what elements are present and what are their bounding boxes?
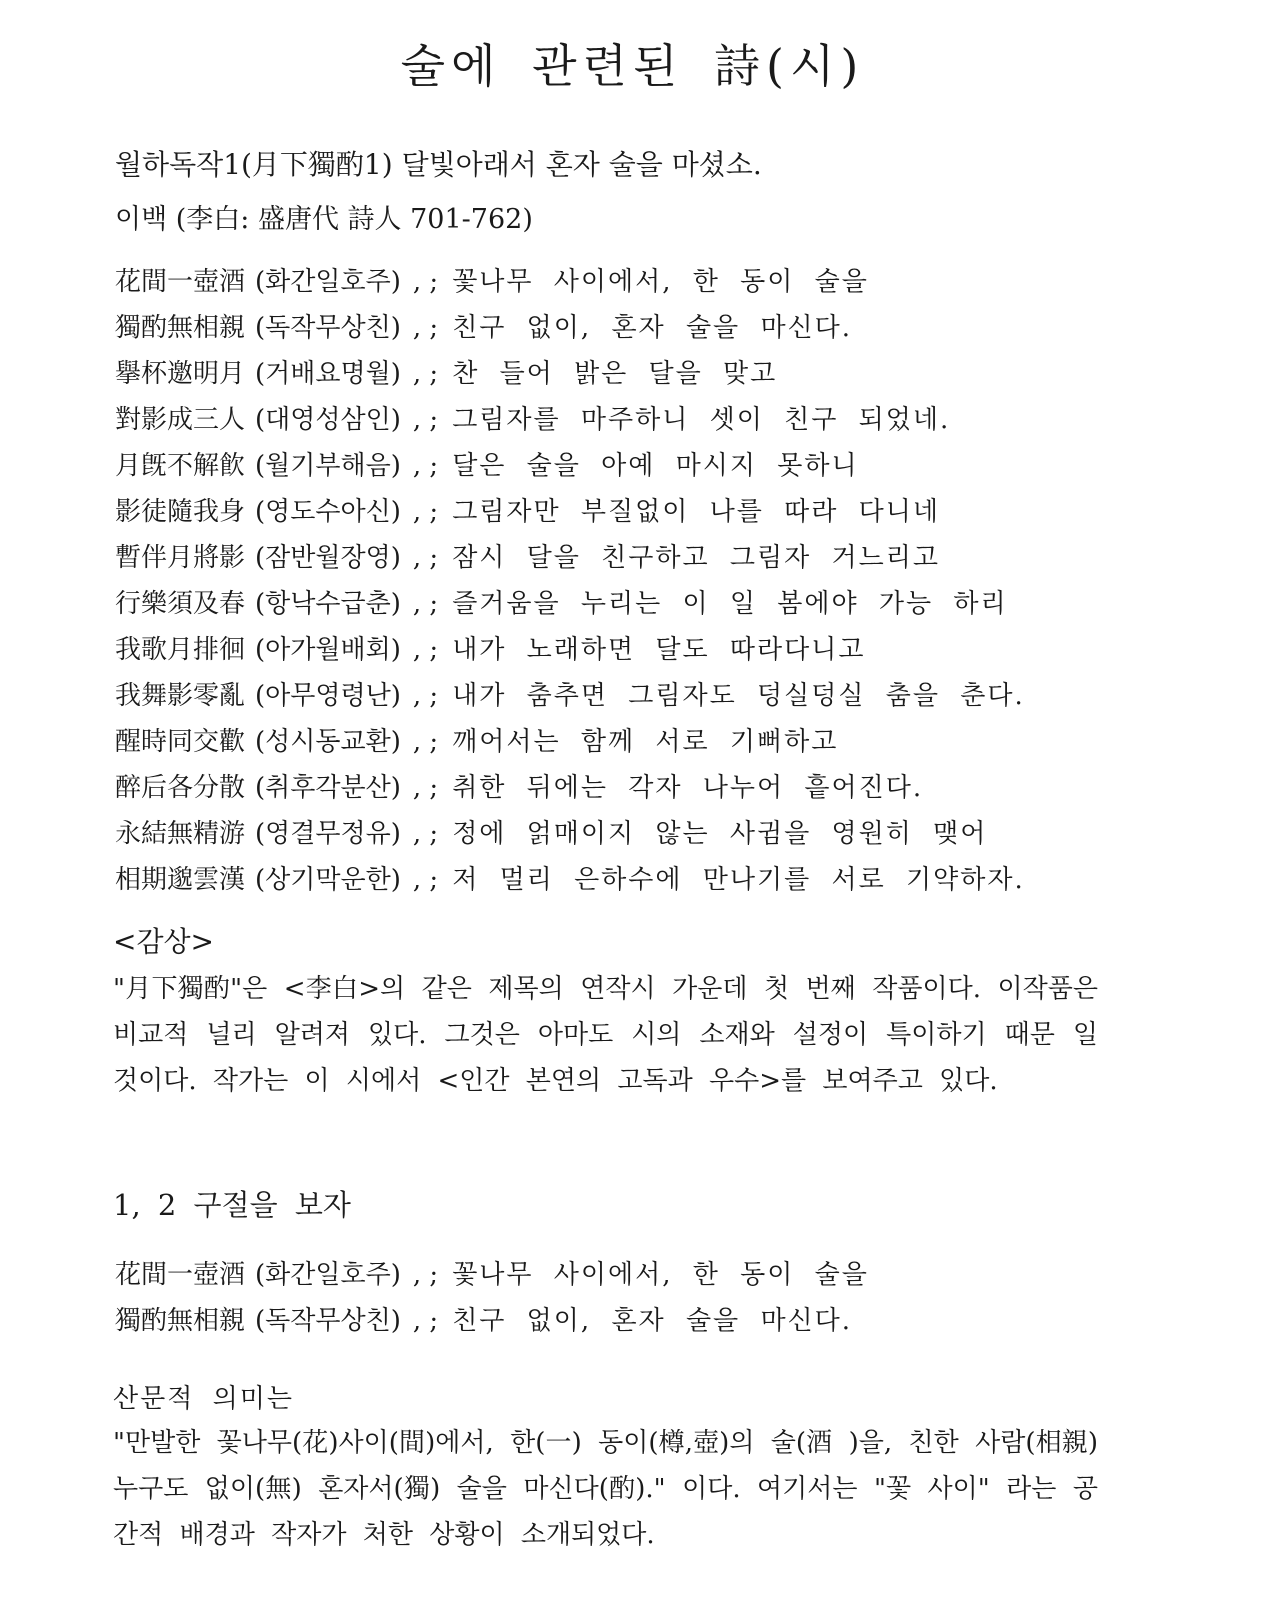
poem-line (115, 354, 1025, 400)
poem-line (115, 1301, 869, 1347)
poem-line-hanja: 行樂須及春 (115, 589, 246, 619)
poem-line-separator: , ; (412, 681, 439, 711)
poem-line (115, 492, 1025, 538)
poem-line-reading: (영도수아신) (255, 497, 401, 527)
poem-heading: 월하독작1(月下獨酌1) 달빛아래서 혼자 술을 마셨소. (115, 148, 762, 181)
poem-line-separator: , ; (412, 635, 439, 665)
poem-line-reading: (아가월배회) (255, 635, 401, 665)
poem-line (115, 768, 1025, 814)
poem-line (115, 400, 1025, 446)
poem-line (115, 446, 1025, 492)
poem-line (115, 584, 1025, 630)
poem-line-reading: (월기부해음) (255, 451, 401, 481)
poem-line-translation: 내가 노래하면 달도 따라다니고 (452, 635, 866, 665)
poem-line-hanja: 獨酌無相親 (115, 313, 246, 343)
prose-paragraph: "만발한 꽃나무(花)사이(間)에서, 한(一) 동이(樽,壺)의 술(酒 )을, 친한 사람(相親) 누구도 없이(無) 혼자서(獨) 술을 마신다(酌)." 이다. 여기서는 "꽃 사이" 라는 공간적 배경과 작자가 처한 상황이 소개되었다. (113, 1428, 1098, 1550)
section-heading: 1, 2 구절을 보자 (113, 1188, 351, 1222)
poem-line-reading: (독작무상친) (255, 1306, 401, 1336)
poem-line-translation: 깨어서는 함께 서로 기뻐하고 (452, 727, 839, 757)
poem-line-reading: (영결무정유) (255, 819, 401, 849)
poem-line-translation: 찬 들어 밝은 달을 맞고 (452, 359, 778, 389)
poem-line-reading: (항낙수급춘) (255, 589, 401, 619)
poem-line-reading: (상기막운한) (255, 865, 401, 895)
poem-line-translation: 내가 춤추면 그림자도 덩실덩실 춤을 춘다. (452, 681, 1025, 711)
poem-line-hanja: 永結無精游 (115, 819, 246, 849)
poem-line-translation: 달은 술을 아예 마시지 못하니 (452, 451, 859, 481)
poem-line-translation: 잠시 달을 친구하고 그림자 거느리고 (452, 543, 940, 573)
appreciation-label: <감상> (113, 925, 215, 958)
poem-line-reading: (성시동교환) (255, 727, 401, 757)
poem-line-hanja: 我歌月排徊 (115, 635, 246, 665)
poem-line-separator: , ; (412, 773, 439, 803)
poem-line-hanja: 醒時同交歡 (115, 727, 246, 757)
poem-line-hanja: 相期邈雲漢 (115, 865, 246, 895)
poem-line-separator: , ; (412, 1306, 439, 1336)
page-title: 술에 관련된 詩(시) (400, 39, 865, 93)
poem-line-separator: , ; (412, 313, 439, 343)
poem-line-hanja: 月旣不解飮 (115, 451, 246, 481)
poem-line (115, 1255, 869, 1301)
poem-line-translation: 취한 뒤에는 각자 나누어 흩어진다. (452, 773, 924, 803)
author-line: 이백 (李白: 盛唐代 詩人 701-762) (115, 204, 533, 235)
poem-line-reading: (잠반월장영) (255, 543, 401, 573)
poem-line (115, 308, 1025, 354)
poem-line-separator: , ; (412, 865, 439, 895)
poem-lines (115, 262, 1025, 906)
poem-line-separator: , ; (412, 497, 439, 527)
poem-line-reading: (취후각분산) (255, 773, 401, 803)
poem-line (115, 538, 1025, 584)
poem-line-separator: , ; (412, 543, 439, 573)
poem-line-separator: , ; (412, 359, 439, 389)
poem-line-separator: , ; (412, 727, 439, 757)
poem-line-separator: , ; (412, 267, 439, 297)
poem-line-reading: (독작무상친) (255, 313, 401, 343)
poem-line-reading: (화간일호주) (255, 1260, 401, 1290)
poem-line-translation: 저 멀리 은하수에 만나기를 서로 기약하자. (452, 865, 1025, 895)
poem-line (115, 722, 1025, 768)
poem-line-hanja: 暫伴月將影 (115, 543, 246, 573)
poem-line-reading: (아무영령난) (255, 681, 401, 711)
poem-line-separator: , ; (412, 1260, 439, 1290)
poem-line-hanja: 醉后各分散 (115, 773, 246, 803)
poem-line-hanja: 花間一壺酒 (115, 1260, 246, 1290)
poem-line-separator: , ; (412, 819, 439, 849)
section-poem-lines (115, 1255, 869, 1347)
poem-line-translation: 정에 얽매이지 않는 사귐을 영원히 맺어 (452, 819, 988, 849)
poem-line-translation: 꽃나무 사이에서, 한 동이 술을 (452, 1260, 869, 1290)
poem-line-hanja: 獨酌無相親 (115, 1306, 246, 1336)
poem-line (115, 630, 1025, 676)
poem-line-translation: 즐거움을 누리는 이 일 봄에야 가능 하리 (452, 589, 1008, 619)
poem-line-hanja: 對影成三人 (115, 405, 246, 435)
poem-line-hanja: 影徒隨我身 (115, 497, 246, 527)
poem-line (115, 814, 1025, 860)
poem-line-reading: (대영성삼인) (255, 405, 401, 435)
prose-label: 산문적 의미는 (113, 1384, 294, 1414)
poem-line-translation: 그림자만 부질없이 나를 따라 다니네 (452, 497, 940, 527)
poem-line-separator: , ; (412, 451, 439, 481)
appreciation-paragraph: "月下獨酌"은 <李白>의 같은 제목의 연작시 가운데 첫 번째 작품이다. 이작품은 비교적 널리 알려져 있다. 그것은 아마도 시의 소재와 설정이 특이하기 때문 일 것이다. 작가는 이 시에서 <인간 본연의 고독과 우수>를 보여주고 있다. (113, 974, 1098, 1096)
poem-line-reading: (거배요명월) (255, 359, 401, 389)
poem-line (115, 676, 1025, 722)
poem-line-hanja: 我舞影零亂 (115, 681, 246, 711)
poem-line-reading: (화간일호주) (255, 267, 401, 297)
poem-line-separator: , ; (412, 589, 439, 619)
poem-line-translation: 꽃나무 사이에서, 한 동이 술을 (452, 267, 869, 297)
poem-line-hanja: 花間一壺酒 (115, 267, 246, 297)
poem-line-separator: , ; (412, 405, 439, 435)
poem-line-translation: 친구 없이, 혼자 술을 마신다. (452, 1306, 853, 1336)
poem-line (115, 860, 1025, 906)
poem-line-translation: 친구 없이, 혼자 술을 마신다. (452, 313, 853, 343)
poem-line-hanja: 擧杯邀明月 (115, 359, 246, 389)
poem-line (115, 262, 1025, 308)
poem-line-translation: 그림자를 마주하니 셋이 친구 되었네. (452, 405, 951, 435)
